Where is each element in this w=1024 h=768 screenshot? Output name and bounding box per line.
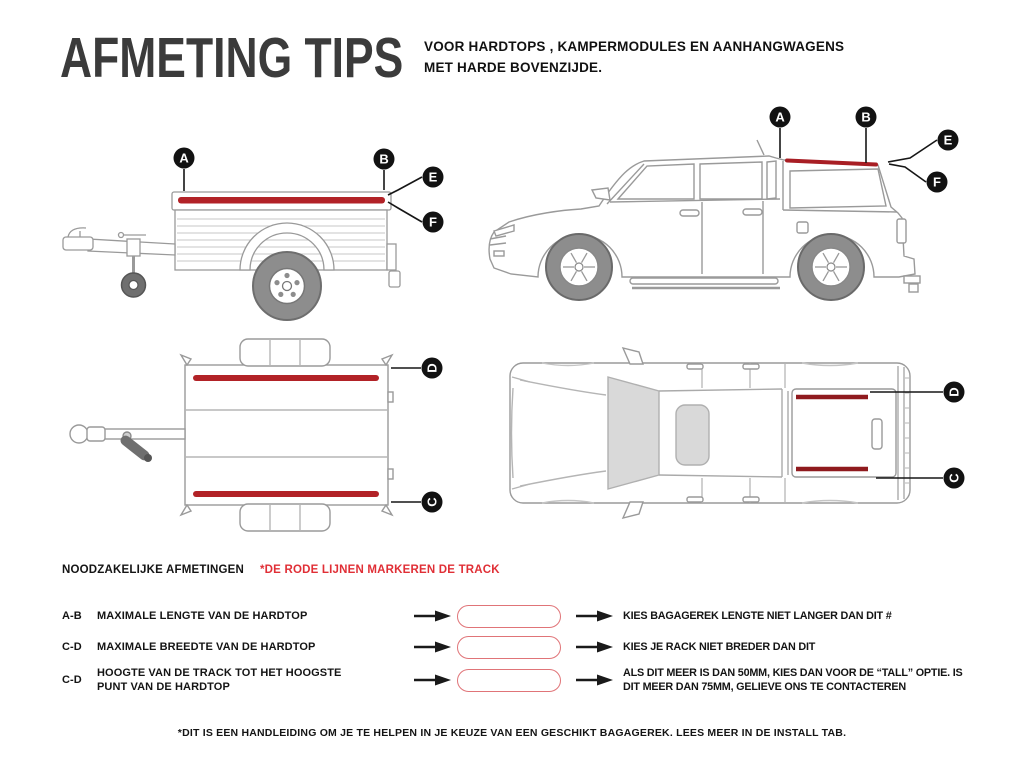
truck-rear-wheel <box>798 234 864 300</box>
row-advice: KIES JE RACK NIET BREDER DAN DIT <box>623 641 816 653</box>
arrow-icon <box>575 641 623 653</box>
row-description: HOOGTE VAN DE TRACK TOT HET HOOGSTE PUNT VAN DE HARDTOP <box>97 667 342 693</box>
marker-E-trailer-side <box>423 167 444 188</box>
marker-A-trailer-side <box>174 148 195 169</box>
svg-text:E: E <box>943 132 953 148</box>
legend-row-cd <box>62 635 992 659</box>
svg-text:E: E <box>428 169 438 185</box>
legend-rows <box>62 604 992 701</box>
legend-row-ab <box>62 604 992 628</box>
row-description: MAXIMALE BREEDTE VAN DE HARDTOP <box>97 641 316 653</box>
measurement-blank-field <box>457 636 561 659</box>
row-key: C-D <box>62 674 82 686</box>
marker-D-truck-top <box>944 382 965 403</box>
jockey-wheel <box>122 273 146 297</box>
svg-text:A: A <box>179 150 189 166</box>
svg-text:C: C <box>424 497 440 507</box>
marker-D-trailer-top <box>422 358 443 379</box>
diagram-truck-top-view <box>480 333 970 548</box>
arrow-icon <box>413 641 457 653</box>
svg-text:D: D <box>946 387 962 397</box>
subtitle-line-1: VOOR HARDTOPS , KAMPERMODULES EN AANHANGWAGENS <box>424 39 845 54</box>
truck-front-wheel <box>546 234 612 300</box>
svg-text:C: C <box>946 473 962 483</box>
svg-text:A: A <box>775 109 785 125</box>
subtitle-line-2: MET HARDE BOVENZIJDE. <box>424 60 603 75</box>
truck-top-drawing <box>510 348 910 518</box>
crank-knob <box>144 454 152 462</box>
legend-heading-row <box>62 564 500 576</box>
marker-B-truck-side <box>856 107 877 128</box>
trailer-wheel <box>253 252 321 320</box>
svg-text:B: B <box>379 151 389 167</box>
marker-F-truck-side <box>927 172 948 193</box>
footnote: *DIT IS EEN HANDLEIDING OM JE TE HELPEN IN JE KEUZE VAN EEN GESCHIKT BAGAGEREK. LEES MEER IN DE INSTALL TAB. <box>177 727 847 739</box>
track-line-trailer-top-1 <box>193 375 379 381</box>
row-advice: ALS DIT MEER IS DAN 50MM, KIES DAN VOOR DE “TALL” OPTIE. IS DIT MEER DAN 75MM, GELIEVE ONS TE CONTACTEREN <box>623 667 963 693</box>
marker-C-trailer-top <box>422 492 443 513</box>
measurement-blank-field <box>457 605 561 628</box>
marker-C-truck-top <box>944 468 965 489</box>
svg-text:F: F <box>429 214 437 230</box>
marker-A-truck-side <box>770 107 791 128</box>
legend-heading: NOODZAKELIJKE AFMETINGEN <box>62 564 244 576</box>
row-key: C-D <box>62 641 82 653</box>
arrow-icon <box>413 610 457 622</box>
track-line-trailer-top-2 <box>193 491 379 497</box>
row-description: MAXIMALE LENGTE VAN DE HARDTOP <box>97 610 308 622</box>
dimension-leader-lines <box>391 368 421 502</box>
diagram-trailer-side-view <box>60 128 460 323</box>
marker-B-trailer-side <box>374 149 395 170</box>
arrow-icon <box>575 674 623 686</box>
track-line-trailer-side <box>178 197 385 204</box>
page-subtitle <box>424 36 844 78</box>
arrow-icon <box>413 674 457 686</box>
page-title: AFMETING TIPS <box>60 26 404 90</box>
diagram-trailer-top-view <box>55 333 475 548</box>
row-advice: KIES BAGAGEREK LENGTE NIET LANGER DAN DIT # <box>623 610 892 622</box>
marker-F-trailer-side <box>423 212 444 233</box>
legend-row-height <box>62 666 992 694</box>
diagram-truck-side-view <box>480 98 970 322</box>
trailer-side-drawing <box>63 192 400 287</box>
legend-red-note: *DE RODE LIJNEN MARKEREN DE TRACK <box>260 564 500 576</box>
arrow-icon <box>575 610 623 622</box>
svg-text:B: B <box>861 109 871 125</box>
row-key: A-B <box>62 610 82 622</box>
trailer-top-drawing <box>70 339 393 531</box>
svg-text:F: F <box>933 174 941 190</box>
svg-text:D: D <box>424 363 440 373</box>
measurement-blank-field <box>457 669 561 692</box>
marker-E-truck-side <box>938 130 959 151</box>
